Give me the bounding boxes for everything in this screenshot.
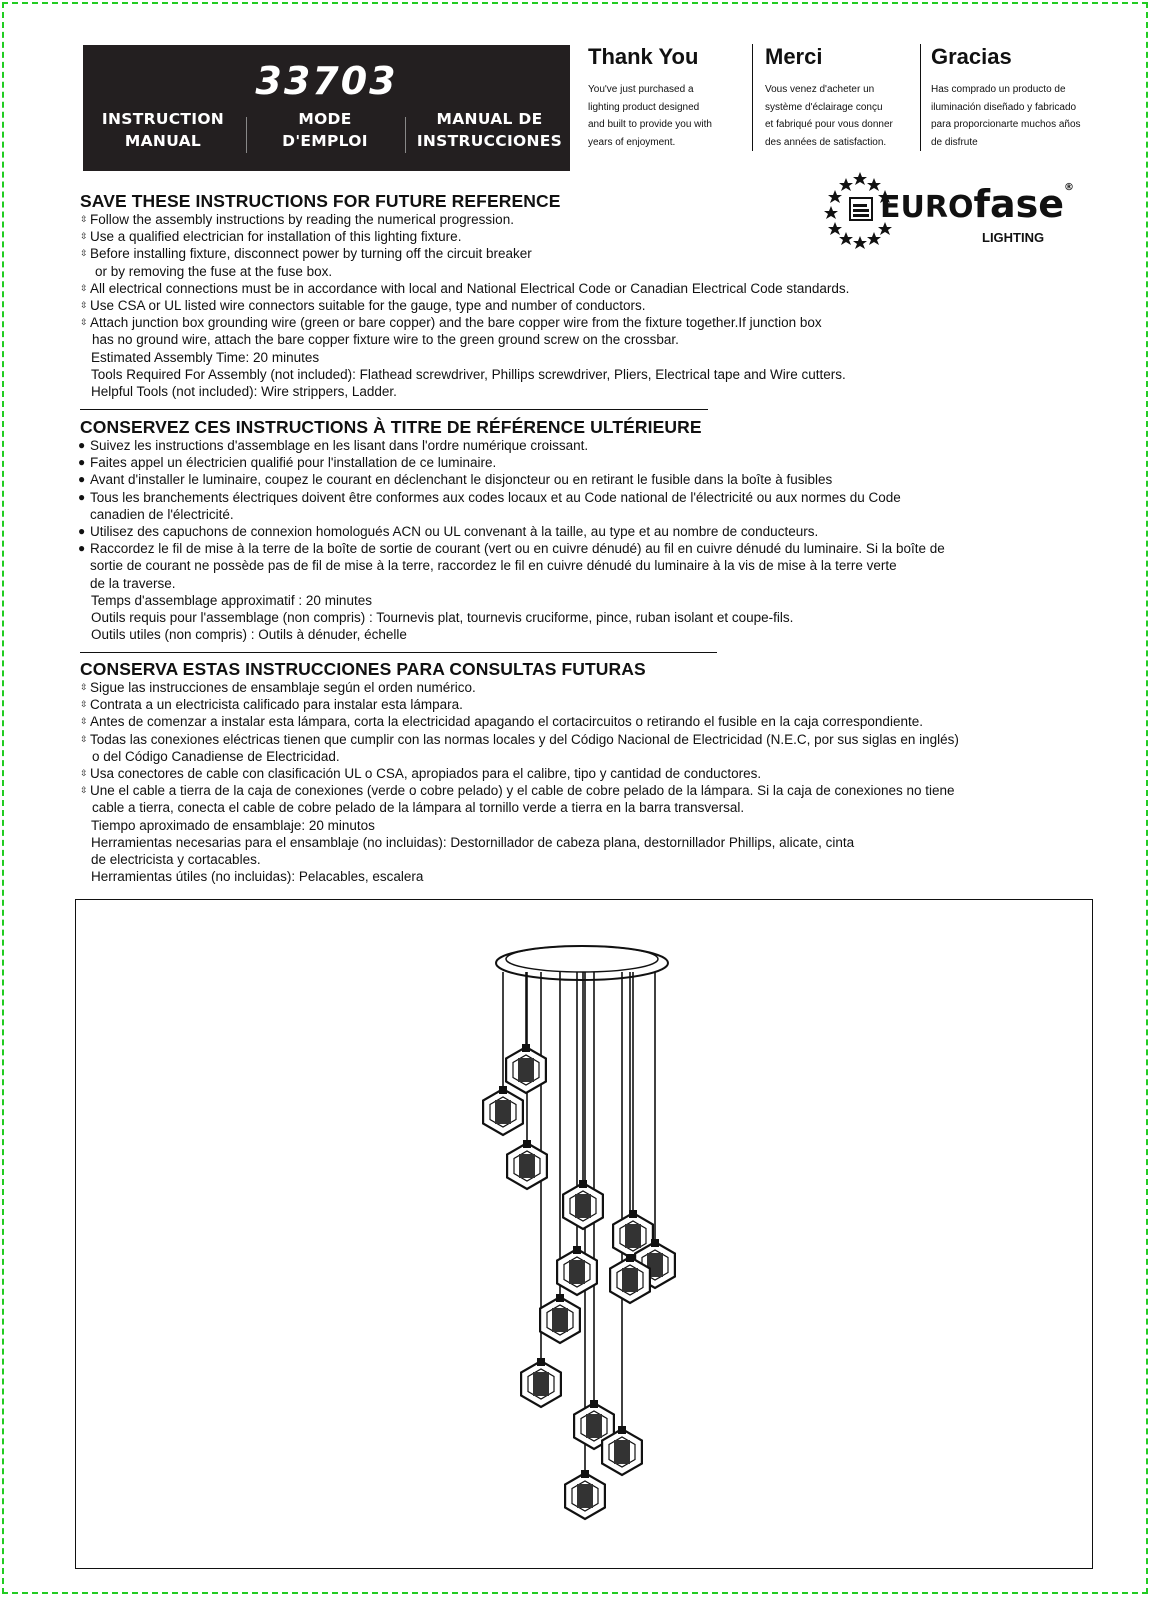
french-title: CONSERVEZ CES INSTRUCTIONS À TITRE DE RÉFÉRENCE ULTÉRIEURE: [80, 417, 702, 437]
spanish-section: [80, 659, 1130, 885]
english-section: [80, 191, 1130, 400]
list-item: ⇳ Attach junction box grounding wire (green or bare copper) and the bare copper wire from the fixture together.If junction box has no ground wire, attach the bare copper fixture wire to the green ground screw on the crossbar.: [80, 315, 822, 348]
pendant-shade-icon: [506, 1044, 546, 1093]
list-item: ⇳ Antes de comenzar a instalar esta lámpara, corta la electricidad apagando el cortacircuitos o retirando el fusible en la caja correspondiente.: [80, 714, 923, 730]
model-number: 33703: [255, 59, 398, 103]
tools-required-note: Outils requis pour l'assemblage (non compris) : Tournevis plat, tournevis cruciforme, pince, ruban isolant et coupe-fils.: [91, 610, 794, 626]
list-item: ⇳ Sigue las instrucciones de ensamblaje según el orden numérico.: [80, 680, 476, 695]
spanish-title: CONSERVA ESTAS INSTRUCCIONES PARA CONSULTAS FUTURAS: [80, 659, 646, 679]
list-item: ● Suivez les instructions d'assemblage en les lisant dans l'ordre numérique croissant.: [78, 438, 589, 453]
pendant-shade-icon: [483, 1086, 523, 1135]
list-item: ● Tous les branchements électriques doivent être conformes aux codes locaux et au Code national de l'électricité ou aux normes du Code canadien de l'électricité.: [78, 489, 901, 522]
fixture-illustration-frame: [75, 899, 1093, 1569]
english-title: SAVE THESE INSTRUCTIONS FOR FUTURE REFERENCE: [80, 191, 561, 211]
header-divider: [246, 117, 247, 153]
pendant-shade-icon: [540, 1294, 580, 1343]
column-divider: [752, 44, 753, 151]
list-item: ● Avant d'installer le luminaire, coupez le courant en déclenchant le disjoncteur ou en retirant le fusible dans la boîte à fusibles: [78, 472, 833, 488]
section-divider: [80, 409, 708, 410]
list-item: ⇳ Une el cable a tierra de la caja de conexiones (verde o cobre pelado) y el cable de cobre pelado de la lámpara. Si la caja de conexiones no tiene cable a tierra, conecta el cable de cobre pelado de la lámpara al tornillo verde a tierra en la barra transversal.: [80, 783, 955, 816]
manual-instrucciones-label: MANUAL DE INSTRUCCIONES: [416, 110, 563, 150]
helpful-tools-note: Herramientas útiles (no incluidas): Pelacables, escalera: [91, 869, 424, 885]
tools-required-note: Tools Required For Assembly (not included): Flathead screwdriver, Phillips screwdriver, Pliers, Electrical tape and Wire cutters.: [91, 366, 846, 382]
pendant-shade-icon: [563, 1180, 603, 1229]
pendant-shade-icon: [521, 1358, 561, 1407]
list-item: ⇳ Before installing fixture, disconnect power by turning off the circuit breaker or by removing the fuse at the fuse box.: [80, 246, 532, 279]
assembly-time-note: Tiempo aproximado de ensamblaje: 20 minutos: [91, 817, 375, 833]
tools-required-note-cont: de electricista y cortacables.: [91, 852, 261, 868]
column-divider: [920, 44, 921, 151]
list-item: ⇳ Follow the assembly instructions by reading the numerical progression.: [80, 212, 514, 227]
helpful-tools-note: Outils utiles (non compris) : Outils à dénuder, échelle: [91, 627, 407, 643]
section-divider: [80, 652, 717, 653]
pendant-shade-icon: [557, 1246, 597, 1295]
assembly-time-note: Estimated Assembly Time: 20 minutes: [91, 349, 320, 365]
mode-emploi-label: MODE D'EMPLOI: [282, 110, 368, 150]
logo-subtitle: LIGHTING: [982, 230, 1045, 245]
thanks-english: Thank You You've just purchased a lighting product designed and built to provide you with years of enjoyment.: [588, 44, 712, 148]
list-item: ⇳ Use a qualified electrician for installation of this lighting fixture.: [80, 229, 462, 245]
thanks-french: Merci Vous venez d'acheter un système d'éclairage conçu et fabriqué pour vous donner des années de satisfaction.: [765, 44, 893, 148]
thanks-spanish: Gracias Has comprado un producto de iluminación diseñado y fabricado para proporcionarte muchos años de disfrute: [931, 44, 1081, 148]
pendant-shade-icon: [565, 1470, 605, 1519]
tools-required-note: Herramientas necesarias para el ensamblaje (no incluidas): Destornillador de cabeza plana, destornillador Phillips, alicate, cinta: [91, 834, 855, 850]
header-divider: [405, 117, 406, 153]
list-item: ● Raccordez le fil de mise à la terre de la boîte de sortie de courant (vert ou en cuivre dénudé) au fil en cuivre dénudé du luminaire. Si la boîte de sortie de courant ne possède pas de fil de mise à la terre, raccordez le fil en cuivre dénudé du luminaire à la vis de mise à la terre verte de la traverse.: [78, 541, 945, 591]
logo-wordmark: EUROfase®: [880, 182, 1075, 226]
list-item: ⇳ Todas las conexiones eléctricas tienen que cumplir con las normas locales y del Código Nacional de Electricidad (N.E.C, por sus siglas en inglés) o del Código Canadiense de Electricidad.: [80, 731, 959, 764]
manual-header: [83, 45, 570, 171]
list-item: ⇳ All electrical connections must be in accordance with local and National Electrical Code or Canadian Electrical Code standards.: [80, 280, 850, 296]
list-item: ● Faites appel un électricien qualifié pour l'installation de ce luminaire.: [78, 455, 497, 471]
assembly-time-note: Temps d'assemblage approximatif : 20 minutes: [91, 592, 372, 608]
list-item: ⇳ Contrata a un electricista calificado para instalar esta lámpara.: [80, 697, 463, 713]
list-item: ⇳ Use CSA or UL listed wire connectors suitable for the gauge, type and number of conductors.: [80, 298, 646, 314]
canopy-icon: [496, 946, 668, 980]
french-section: [80, 417, 1130, 643]
helpful-tools-note: Helpful Tools (not included): Wire strippers, Ladder.: [91, 384, 397, 400]
instruction-manual-label: INSTRUCTION MANUAL: [101, 110, 225, 150]
list-item: ⇳ Usa conectores de cable con clasificación UL o CSA, apropiados para el calibre, tipo y cantidad de conductores.: [80, 766, 762, 782]
list-item: ● Utilisez des capuchons de connexion homologués ACN ou UL convenant à la taille, au type et au nombre de conducteurs.: [78, 524, 819, 540]
chandelier-illustration: [76, 900, 1092, 1568]
